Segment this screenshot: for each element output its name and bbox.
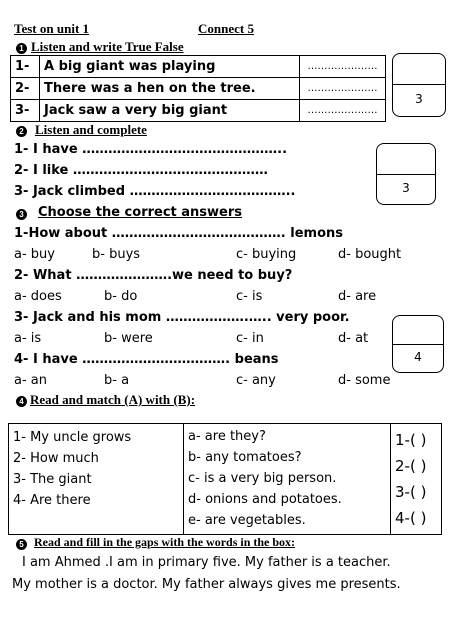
score-divider (393, 84, 445, 85)
match-answer[interactable]: 4-( ) (395, 509, 427, 527)
mcq-option[interactable]: b- buys (92, 247, 141, 262)
section-2-number: 2 (16, 126, 27, 137)
mcq-option[interactable]: a- an (14, 373, 47, 388)
mcq-option[interactable]: a- buy (14, 247, 55, 262)
section-1-heading: Listen and write True False (31, 39, 184, 54)
answer-blank[interactable]: ………………… (300, 78, 386, 100)
row-number: 3- (11, 100, 40, 122)
mcq-option[interactable]: d- some (338, 373, 391, 388)
match-table (8, 423, 442, 535)
mcq-option[interactable]: d- at (338, 331, 369, 346)
section-4-number: 4 (16, 396, 27, 407)
section-5-number: 5 (16, 539, 27, 550)
complete-item: 2- I like ……………………………………… (14, 163, 268, 178)
answer-blank[interactable]: ………………… (300, 100, 386, 122)
true-false-table (10, 55, 386, 122)
match-item-b: a- are they? (188, 429, 266, 444)
table-row (11, 56, 386, 78)
statement-text: Jack saw a very big giant (40, 100, 300, 122)
column-a (9, 424, 184, 535)
mcq-option[interactable]: b- a (104, 373, 130, 388)
table-row (11, 78, 386, 100)
mcq-question: 3- Jack and his mom ……………….….. very poor. (14, 310, 350, 325)
match-item-b: e- are vegetables. (188, 513, 306, 528)
match-answer[interactable]: 2-( ) (395, 457, 427, 475)
score-value: 3 (402, 181, 410, 195)
section-2-heading: Listen and complete (35, 122, 147, 137)
match-item-a: 3- The giant (13, 472, 92, 487)
score-box-2 (376, 143, 436, 205)
score-box-1 (392, 53, 446, 117)
row-number: 1- (11, 56, 40, 78)
mcq-option[interactable]: b- were (104, 331, 153, 346)
mcq-question: 4- I have ……………………………. beans (14, 352, 279, 367)
statement-text: There was a hen on the tree. (40, 78, 300, 100)
score-box-3 (392, 315, 444, 373)
match-answer[interactable]: 1-( ) (395, 431, 427, 449)
match-item-a: 1- My uncle grows (13, 430, 132, 445)
statement-text: A big giant was playing (40, 56, 300, 78)
section-5-heading: Read and fill in the gaps with the words in the box: (34, 535, 296, 549)
mcq-option[interactable]: d- bought (338, 247, 402, 262)
mcq-question: 1-How about …………………………………. lemons (14, 226, 343, 241)
passage-line: My mother is a doctor. My father always gives me presents. (12, 577, 401, 592)
score-value: 3 (415, 92, 423, 106)
table-row (11, 100, 386, 122)
match-answer[interactable]: 3-( ) (395, 483, 427, 501)
answer-blank[interactable]: ………………… (300, 56, 386, 78)
mcq-option[interactable]: b- do (104, 289, 138, 304)
section-3-number: 3 (16, 209, 27, 220)
complete-item: 3- Jack climbed ……………………………….. (14, 184, 296, 199)
mcq-option[interactable]: c- is (236, 289, 263, 304)
section-1-number: 1 (16, 43, 27, 54)
mcq-option[interactable]: c- any (236, 373, 276, 388)
section-3-heading: Choose the correct answers (38, 205, 243, 220)
match-item-a: 4- Are there (13, 493, 91, 508)
answer-column (391, 424, 442, 535)
match-item-b: d- onions and potatoes. (188, 492, 342, 507)
section-4-heading: Read and match (A) with (B): (30, 392, 196, 407)
book-title: Connect 5 (198, 21, 254, 36)
column-b (184, 424, 391, 535)
row-number: 2- (11, 78, 40, 100)
mcq-option[interactable]: c- buying (236, 247, 297, 262)
mcq-option[interactable]: a- does (14, 289, 62, 304)
score-value: 4 (414, 350, 422, 364)
mcq-question: 2- What ………………….we need to buy? (14, 268, 293, 283)
complete-item: 1- I have ……………………………………….. (14, 142, 288, 157)
mcq-option[interactable]: c- in (236, 331, 264, 346)
passage-line: I am Ahmed .I am in primary five. My father is a teacher. (22, 555, 391, 570)
match-item-a: 2- How much (13, 451, 99, 466)
score-divider (393, 344, 443, 345)
test-title: Test on unit 1 (14, 21, 90, 36)
mcq-option[interactable]: a- is (14, 331, 42, 346)
match-item-b: c- is a very big person. (188, 471, 337, 486)
score-divider (377, 174, 435, 175)
match-item-b: b- any tomatoes? (188, 450, 302, 465)
mcq-option[interactable]: d- are (338, 289, 377, 304)
